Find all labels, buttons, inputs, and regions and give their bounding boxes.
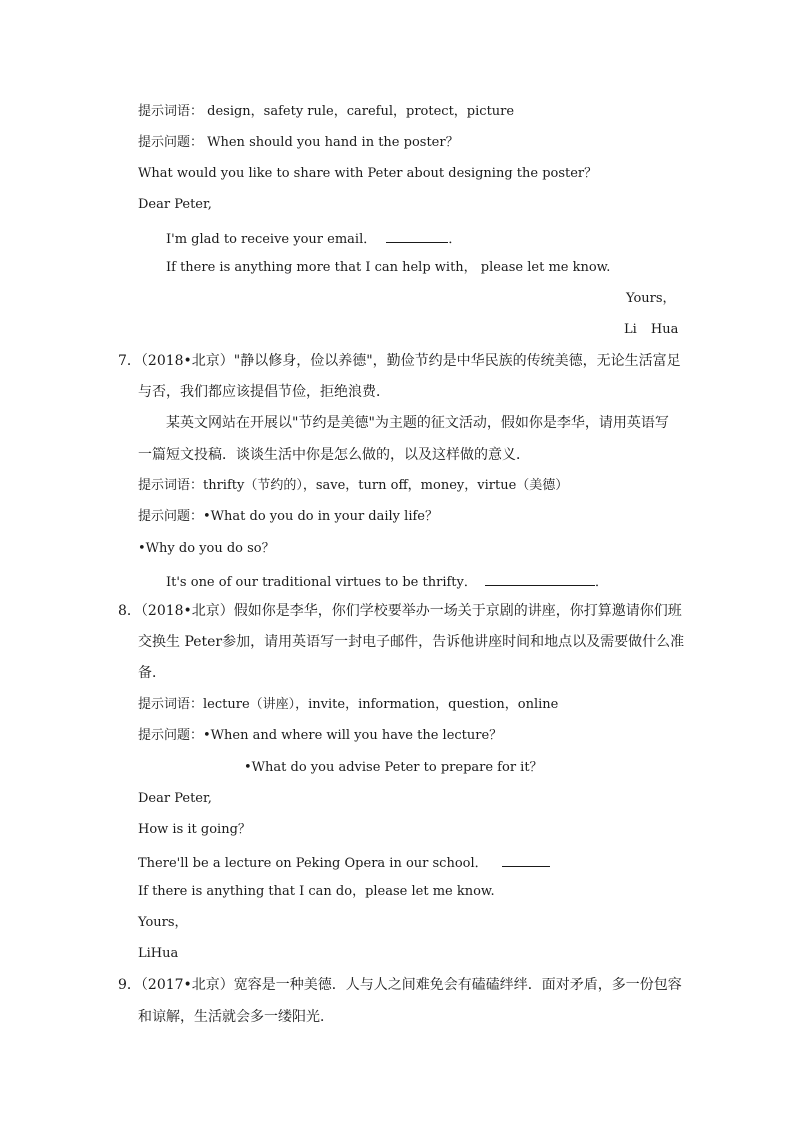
q8-letter-line-b (138, 852, 550, 873)
answer-blank[interactable] (386, 228, 448, 243)
q6-greeting: Dear Peter, (138, 197, 212, 212)
q8-hint-question-1: 提示问题：•When and where will you have the lecture？ (138, 728, 503, 743)
q6-hint-words: 提示词语： design，safety rule，careful，protect，picture (138, 104, 515, 119)
q6-letter-line-1-text: I'm glad to receive your email． (166, 232, 377, 247)
q6-letter-line-2: If there is anything more that I can help with， please let me know. (166, 260, 611, 275)
q8-prompt-line-1: 8．（2018•北京）假如你是李华，你们学校要举办一场关于京剧的讲座，你打算邀请你们班 (118, 603, 682, 619)
q9-prompt-line-2: 和谅解，生活就会多一缕阳光． (138, 1009, 334, 1025)
q8-signature: LiHua (138, 946, 179, 961)
q6-hint-question-1: 提示问题： When should you hand in the poster？ (138, 135, 459, 150)
q7-hint-question-2: •Why do you do so？ (138, 541, 275, 556)
q8-letter-line-c: If there is anything that I can do，please let me know. (138, 884, 495, 899)
q6-line-1-end: ． (448, 232, 462, 247)
q8-letter-line-a: How is it going？ (138, 822, 251, 837)
q8-letter-line-b-text: There'll be a lecture on Peking Opera in our school． (138, 856, 488, 871)
q7-hint-words: 提示词语：thrifty（节约的），save，turn off，money，virtue（美德） (138, 478, 569, 493)
answer-blank[interactable] (502, 852, 550, 867)
q7-prompt-line-3: 某英文网站在开展以"节约是美德"为主题的征文活动，假如你是李华，请用英语写 (166, 415, 669, 431)
q7-prompt-line-4: 一篇短文投稿．谈谈生活中你是怎么做的，以及这样做的意义． (138, 447, 530, 463)
q7-essay-start (166, 571, 608, 592)
q7-start-end: ． (595, 575, 609, 590)
q9-prompt-line-1: 9．（2017•北京）宽容是一种美德．人与人之间难免会有磕磕绊绊．面对矛盾，多一份包容 (118, 977, 682, 993)
q8-prompt-line-2: 交换生 Peter参加，请用英语写一封电子邮件，告诉他讲座时间和地点以及需要做什么准 (138, 634, 685, 650)
answer-blank[interactable] (485, 571, 595, 586)
q8-hint-words: 提示词语：lecture（讲座），invite，information，question，online (138, 697, 559, 712)
q7-prompt-line-2: 与否，我们都应该提倡节俭，拒绝浪费． (138, 384, 390, 400)
q8-greeting: Dear Peter, (138, 791, 212, 806)
q7-prompt-line-1: 7．（2018•北京）"静以修身，俭以养德"，勤俭节约是中华民族的传统美德，无论生活富足 (118, 353, 681, 369)
q6-closing: Yours， (626, 291, 676, 306)
q8-prompt-line-3: 备． (138, 665, 166, 681)
q6-letter-line-1 (166, 228, 461, 249)
q8-closing: Yours， (138, 915, 188, 930)
q8-hint-question-2: •What do you advise Peter to prepare for it？ (244, 760, 543, 775)
q6-hint-question-2: What would you like to share with Peter about designing the poster？ (138, 166, 598, 181)
q7-essay-start-text: It's one of our traditional virtues to be thrifty． (166, 575, 477, 590)
q7-hint-question-1: 提示问题：•What do you do in your daily life？ (138, 509, 438, 524)
q6-signature: Li Hua (624, 322, 679, 337)
